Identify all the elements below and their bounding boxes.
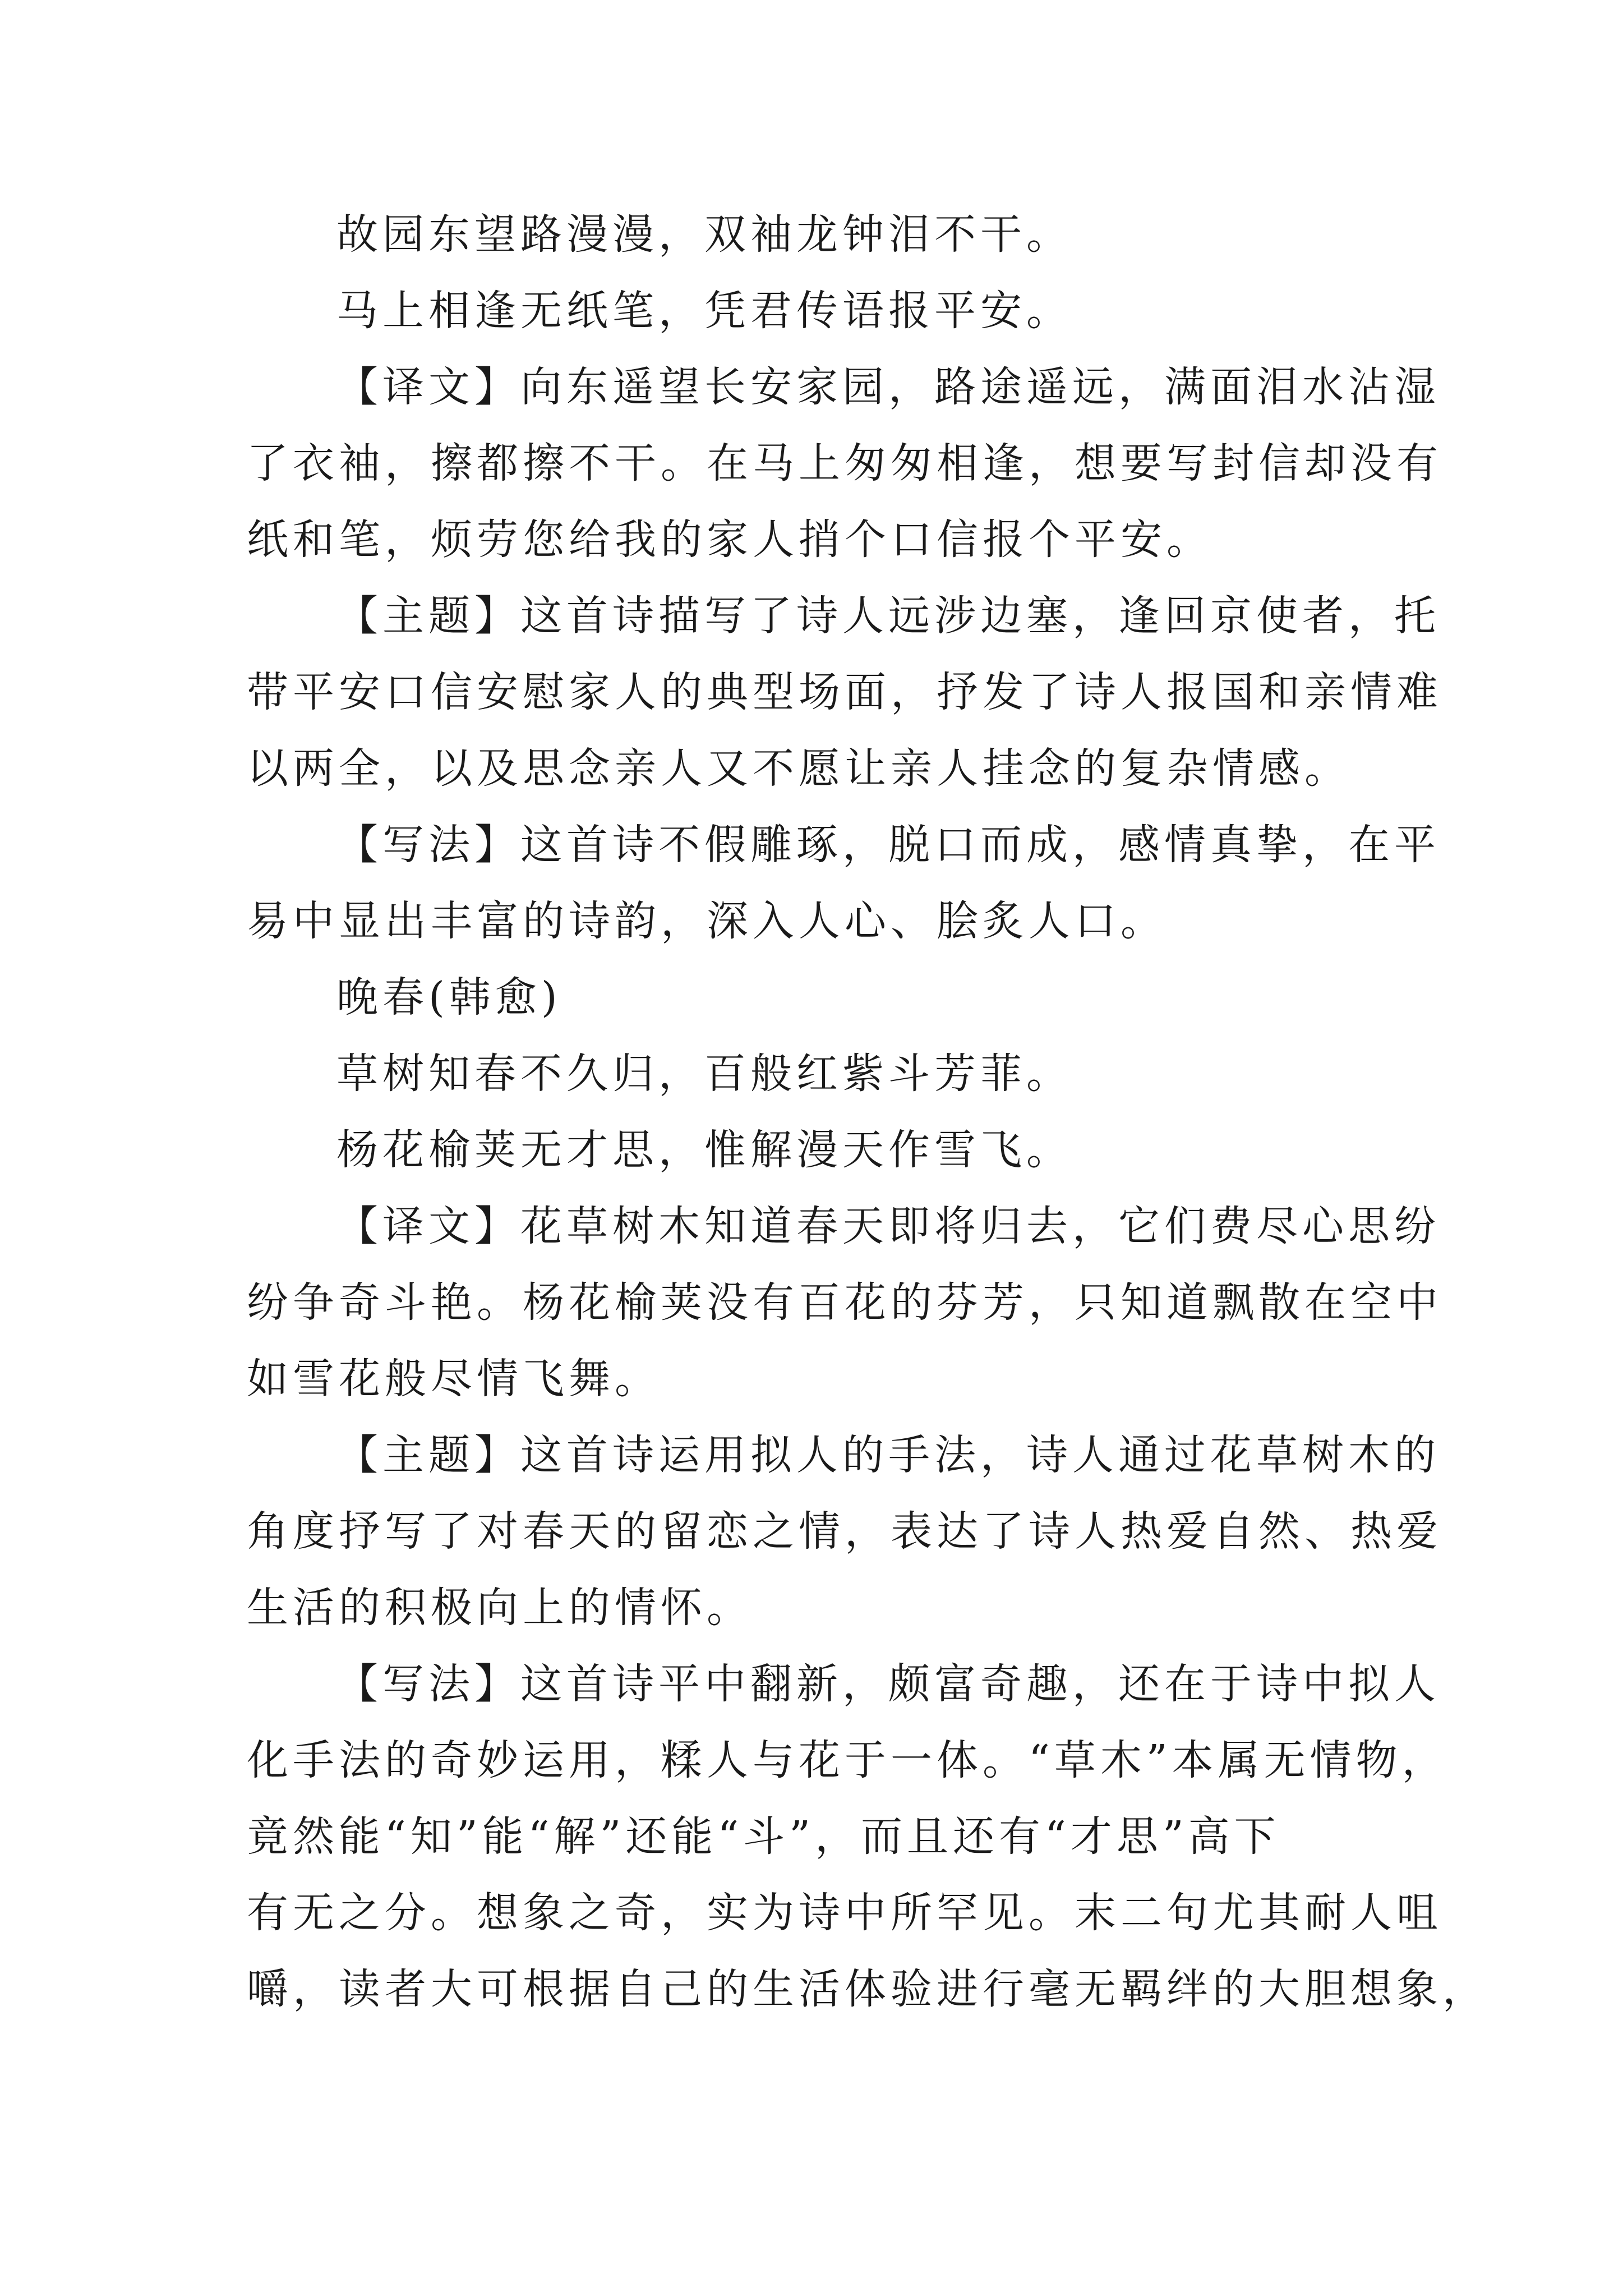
poem1-line2: 马上相逢无纸笔，凭君传语报平安。 (336, 287, 1072, 335)
text-line: 易中显出丰富的诗韵，深入人心、脍炙人口。 (247, 897, 1166, 945)
poem1-translation (247, 349, 1442, 578)
text-line: 化手法的奇妙运用，糅人与花于一体。“草木”本属无情物， (247, 1736, 1448, 1784)
document-page (247, 196, 1488, 2027)
text-line: 【写法】这首诗平中翻新，颇富奇趣，还在于诗中拟人 (336, 1660, 1440, 1708)
text-line: 【译文】向东遥望长安家园，路途遥远，满面泪水沾湿 (336, 363, 1440, 411)
text-line: 生活的积极向上的情怀。 (247, 1584, 753, 1632)
text-line: 嚼，读者大可根据自己的生活体验进行毫无羁绊的大胆想象， (247, 1965, 1488, 2013)
text-line: 【译文】花草树木知道春天即将归去，它们费尽心思纷 (336, 1202, 1440, 1250)
poem2-line2: 杨花榆荚无才思，惟解漫天作雪飞。 (336, 1126, 1072, 1174)
text-line: 纷争奇斗艳。杨花榆荚没有百花的芬芳，只知道飘散在空中 (247, 1278, 1442, 1327)
poem2-translation (247, 1188, 1442, 1417)
poem2-line1: 草树知春不久归，百般红紫斗芳菲。 (336, 1050, 1072, 1098)
poem1-theme (247, 578, 1442, 807)
text-line: 有无之分。想象之奇，实为诗中所罕见。末二句尤其耐人咀 (247, 1889, 1442, 1937)
text-line: 了衣袖，擦都擦不干。在马上匆匆相逢，想要写封信却没有 (247, 439, 1442, 487)
text-line: 竟然能“知”能“解”还能“斗”，而且还有“才思”高下 (247, 1812, 1280, 1861)
poem1-technique (247, 807, 1440, 959)
text-line: 【主题】这首诗运用拟人的手法，诗人通过花草树木的 (336, 1431, 1440, 1479)
poem2-theme (247, 1417, 1442, 1646)
text-line: 如雪花般尽情飞舞。 (247, 1355, 661, 1403)
text-line: 【主题】这首诗描写了诗人远涉边塞，逢回京使者，托 (336, 592, 1440, 640)
text-line: 带平安口信安慰家人的典型场面，抒发了诗人报国和亲情难 (247, 668, 1442, 716)
poem1-line1: 故园东望路漫漫，双袖龙钟泪不干。 (336, 210, 1072, 259)
text-line: 【写法】这首诗不假雕琢，脱口而成，感情真挚，在平 (336, 821, 1440, 869)
poem2-title: 晚春(韩愈) (336, 973, 562, 1022)
text-line: 纸和笔，烦劳您给我的家人捎个口信报个平安。 (247, 516, 1212, 564)
text-line: 以两全，以及思念亲人又不愿让亲人挂念的复杂情感。 (247, 744, 1350, 793)
text-line: 角度抒写了对春天的留恋之情，表达了诗人热爱自然、热爱 (247, 1507, 1442, 1556)
poem2-technique (247, 1646, 1488, 2027)
